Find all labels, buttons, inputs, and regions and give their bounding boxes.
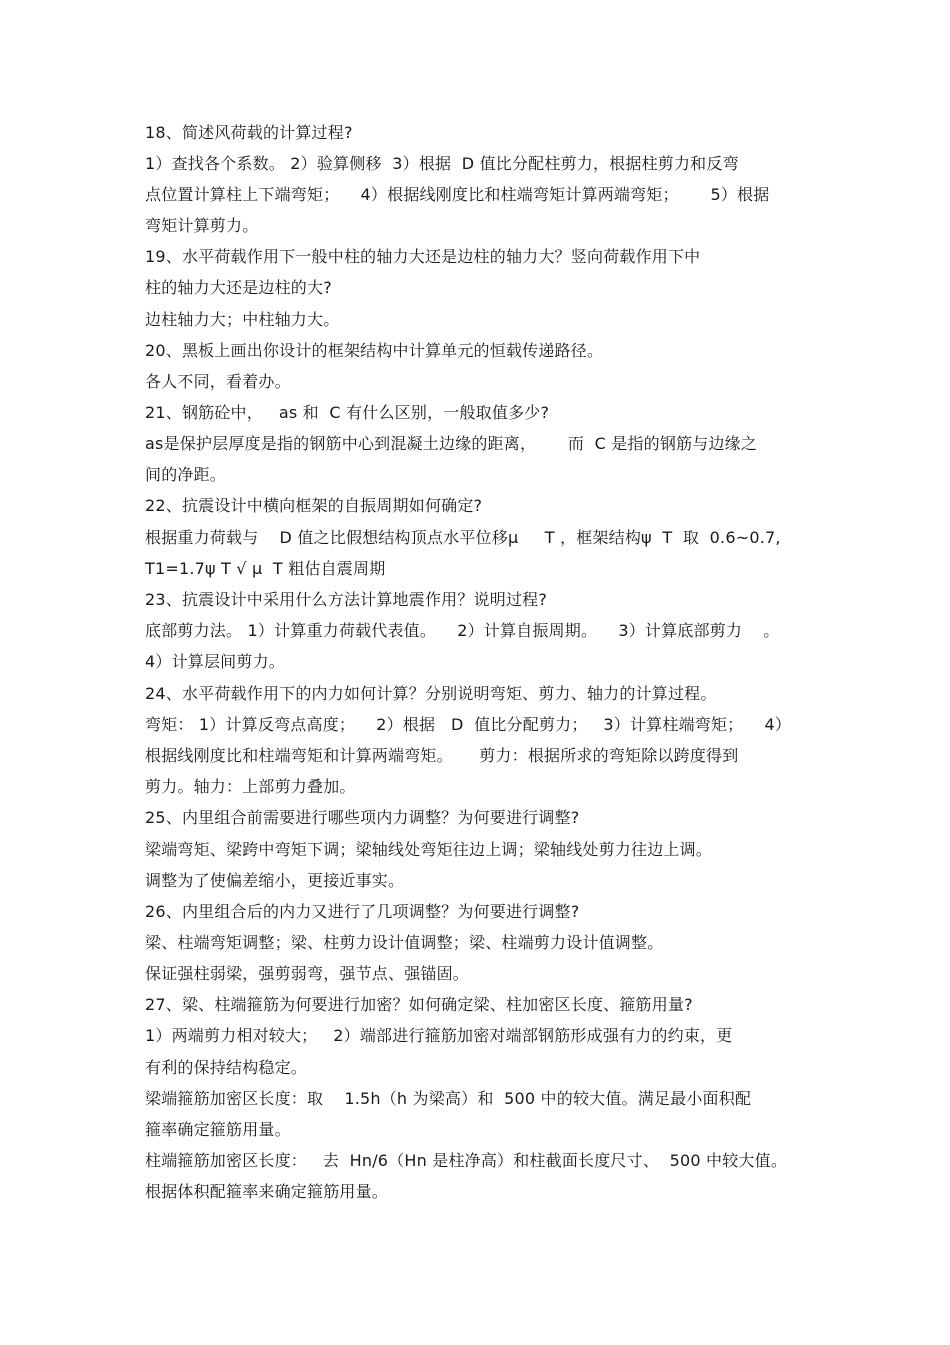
- answer-26-line-2: 保证强柱弱梁，强剪弱弯，强节点、强锚固。: [145, 964, 470, 983]
- answer-24-line-1: 弯矩： 1）计算反弯点高度； 2）根据 D 值比分配剪力； 3）计算柱端弯矩； 4）: [145, 715, 792, 734]
- answer-25-line-1: 梁端弯矩、梁跨中弯矩下调；梁轴线处弯矩往边上调；梁轴线处剪力往边上调。: [145, 840, 713, 859]
- question-19-line-2: 柱的轴力大还是边柱的大?: [145, 278, 332, 297]
- answer-26-line-1: 梁、柱端弯矩调整；梁、柱剪力设计值调整；梁、柱端剪力设计值调整。: [145, 933, 664, 952]
- question-27: 27、梁、柱端箍筋为何要进行加密？如何确定梁、柱加密区长度、箍筋用量?: [145, 995, 693, 1014]
- question-21: 21、钢筋砼中， as 和 C 有什么区别，一般取值多少?: [145, 403, 550, 422]
- answer-27-line-2: 有利的保持结构稳定。: [145, 1058, 308, 1077]
- answer-21-line-2: 间的净距。: [145, 465, 227, 484]
- answer-27-line-5: 柱端箍筋加密区长度： 去 Hn/6（Hn 是柱净高）和柱截面长度尺寸、 500 中较大值。: [145, 1151, 788, 1170]
- question-20: 20、黑板上画出你设计的框架结构中计算单元的恒载传递路径。: [145, 341, 604, 360]
- answer-27-line-6: 根据体积配箍率来确定箍筋用量。: [145, 1182, 389, 1201]
- answer-24-line-2: 根据线刚度比和柱端弯矩和计算两端弯矩。 剪力：根据所求的弯矩除以跨度得到: [145, 746, 739, 765]
- answer-23-line-1: 底部剪力法。 1）计算重力荷载代表值。 2）计算自振周期。 3）计算底部剪力 。: [145, 621, 780, 640]
- question-25: 25、内里组合前需要进行哪些项内力调整？为何要进行调整?: [145, 808, 580, 827]
- answer-27-line-1: 1）两端剪力相对较大； 2）端部进行箍筋加密对端部钢筋形成强有力的约束，更: [145, 1026, 733, 1045]
- answer-23-line-2: 4）计算层间剪力。: [145, 652, 285, 671]
- question-23: 23、抗震设计中采用什么方法计算地震作用？说明过程?: [145, 590, 548, 609]
- question-18: 18、简述风荷载的计算过程?: [145, 123, 353, 142]
- answer-18-line-2: 点位置计算柱上下端弯矩； 4）根据线刚度比和柱端弯矩计算两端弯矩； 5）根据: [145, 185, 770, 204]
- answer-24-line-3: 剪力。轴力：上部剪力叠加。: [145, 777, 356, 796]
- answer-22-line-2: T1=1.7ψ T √ μ T 粗估自震周期: [145, 559, 386, 578]
- answer-18-line-3: 弯矩计算剪力。: [145, 216, 259, 235]
- question-19-line-1: 19、水平荷载作用下一般中柱的轴力大还是边柱的轴力大？竖向荷载作用下中: [145, 247, 701, 266]
- answer-20: 各人不同，看着办。: [145, 372, 291, 391]
- answer-22-line-1: 根据重力荷载与 D 值之比假想结构顶点水平位移μ T ，框架结构ψ T 取 0.6~0.7,: [145, 528, 781, 547]
- answer-27-line-4: 箍率确定箍筋用量。: [145, 1120, 291, 1139]
- answer-18-line-1: 1）查找各个系数。 2）验算侧移 3）根据 D 值比分配柱剪力，根据柱剪力和反弯: [145, 154, 739, 173]
- answer-27-line-3: 梁端箍筋加密区长度：取 1.5h（h 为梁高）和 500 中的较大值。满足最小面积配: [145, 1089, 752, 1108]
- question-24: 24、水平荷载作用下的内力如何计算？分别说明弯矩、剪力、轴力的计算过程。: [145, 684, 717, 703]
- answer-21-line-1: as是保护层厚度是指的钢筋中心到混凝土边缘的距离， 而 C 是指的钢筋与边缘之: [145, 434, 758, 453]
- question-22: 22、抗震设计中横向框架的自振周期如何确定?: [145, 496, 483, 515]
- answer-19: 边柱轴力大；中柱轴力大。: [145, 310, 340, 329]
- answer-25-line-2: 调整为了使偏差缩小，更接近事实。: [145, 871, 405, 890]
- question-26: 26、内里组合后的内力又进行了几项调整？为何要进行调整?: [145, 902, 580, 921]
